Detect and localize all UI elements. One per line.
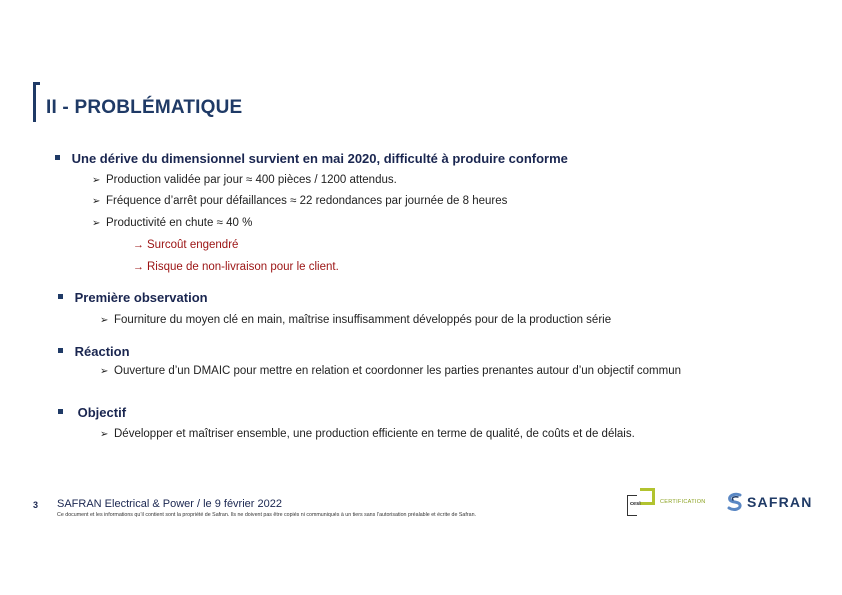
arrow-bullet-icon: ➢ [100, 429, 109, 440]
section-1-heading: Une dérive du dimensionnel survient en mai 2020, difficulté à produire conforme [71, 151, 568, 166]
cesi-certification-logo [627, 488, 712, 518]
square-bullet-icon [58, 294, 63, 299]
section-3-item-1: ➢ Ouverture d’un DMAIC pour mettre en relation et coordonner les parties prenantes autour d’un objectif commun [100, 365, 681, 377]
page-number: 3 [33, 500, 39, 510]
right-arrow-icon: → [133, 239, 144, 251]
title-bracket [33, 82, 40, 122]
section-4-heading-row [58, 405, 126, 420]
section-3-heading: Réaction [74, 344, 130, 359]
section-4-item-1: ➢ Développer et maîtriser ensemble, une production efficiente en terme de qualité, de coûts et de délais. [100, 428, 635, 440]
square-bullet-icon [55, 155, 60, 160]
consequence-1: → Surcoût engendré [133, 239, 239, 251]
section-3-heading-row [58, 344, 130, 359]
footer-title: SAFRAN Electrical & Power / le 9 février 2022 [57, 498, 282, 510]
cesi-bracket-right [640, 488, 655, 505]
safran-logo [725, 492, 815, 514]
arrow-bullet-icon: ➢ [92, 175, 101, 186]
confidentiality-note: Ce document et les informations qu’il contient sont la propriété de Safran. Ils ne doivent pas être copiés ni communiqués à un tiers sans l’autorisation préalable et écrite de Safran. [57, 512, 476, 518]
section-2-heading: Première observation [74, 290, 208, 305]
square-bullet-icon [58, 409, 63, 414]
arrow-bullet-icon: ➢ [92, 218, 101, 229]
arrow-bullet-icon: ➢ [100, 315, 109, 326]
arrow-bullet-icon: ➢ [92, 196, 101, 207]
safran-wordmark: SAFRAN [747, 494, 813, 510]
section-1-item-1: ➢ Production validée par jour ≈ 400 pièces / 1200 attendus. [92, 174, 397, 186]
arrow-bullet-icon: ➢ [100, 366, 109, 377]
cesi-name: cesi [630, 501, 641, 507]
section-1-heading-row [55, 151, 568, 166]
consequence-2: → Risque de non-livraison pour le client. [133, 261, 339, 273]
section-2-item-1: ➢ Fourniture du moyen clé en main, maîtrise insuffisamment développés pour de la production série [100, 314, 612, 326]
square-bullet-icon [58, 348, 63, 353]
right-arrow-icon: → [133, 261, 144, 273]
section-1-item-3: ➢ Productivité en chute ≈ 40 % [92, 217, 253, 229]
section-1-item-2: ➢ Fréquence d’arrêt pour défaillances ≈ 22 redondances par journée de 8 heures [92, 195, 508, 207]
safran-mark-icon [725, 492, 745, 512]
cesi-certification-label: CERTIFICATION [660, 499, 706, 505]
section-4-heading: Objectif [77, 405, 127, 420]
section-2-heading-row [58, 290, 208, 305]
page-title: II - PROBLÉMATIQUE [46, 97, 243, 118]
